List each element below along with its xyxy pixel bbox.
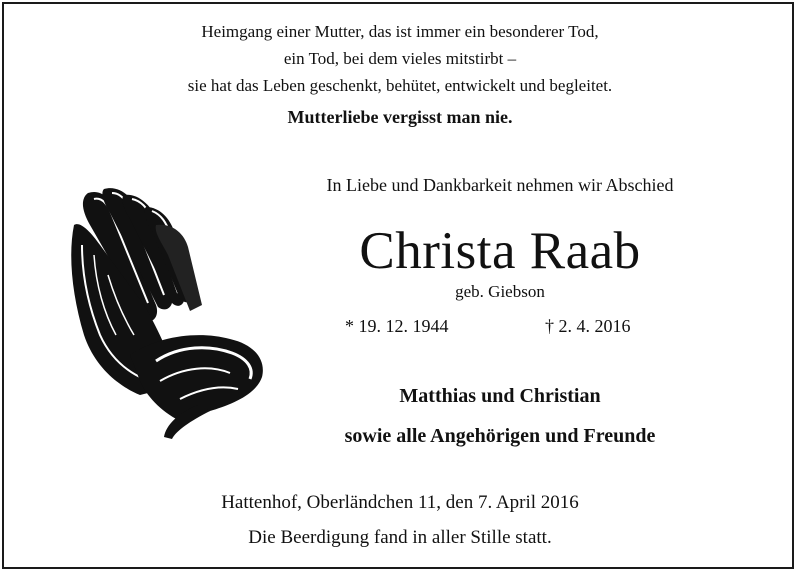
- farewell-line: In Liebe und Dankbarkeit nehmen wir Abschied: [326, 175, 674, 195]
- motto: Mutterliebe vergisst man nie.: [287, 107, 513, 127]
- mourners-line-1: Matthias und Christian: [399, 385, 601, 407]
- praying-hands-icon: [60, 185, 270, 445]
- poem-line-2: ein Tod, bei dem vieles mitstirbt –: [283, 49, 517, 68]
- mourners-line-2: sowie alle Angehörigen und Freunde: [344, 425, 656, 447]
- poem: [0, 18, 800, 99]
- death-date: † 2. 4. 2016: [545, 316, 631, 336]
- poem-line-3: sie hat das Leben geschenkt, behütet, entwickelt und begleitet.: [187, 76, 613, 95]
- maiden-name: geb. Giebson: [455, 282, 545, 301]
- birth-date: * 19. 12. 1944: [345, 316, 449, 336]
- place-date: Hattenhof, Oberländchen 11, den 7. April 2016: [221, 492, 579, 513]
- deceased-name: Christa Raab: [359, 222, 641, 280]
- poem-line-1: Heimgang einer Mutter, das ist immer ein besonderer Tod,: [201, 22, 599, 41]
- mourners: [300, 376, 700, 456]
- burial-note: Die Beerdigung fand in aller Stille statt.: [248, 527, 552, 548]
